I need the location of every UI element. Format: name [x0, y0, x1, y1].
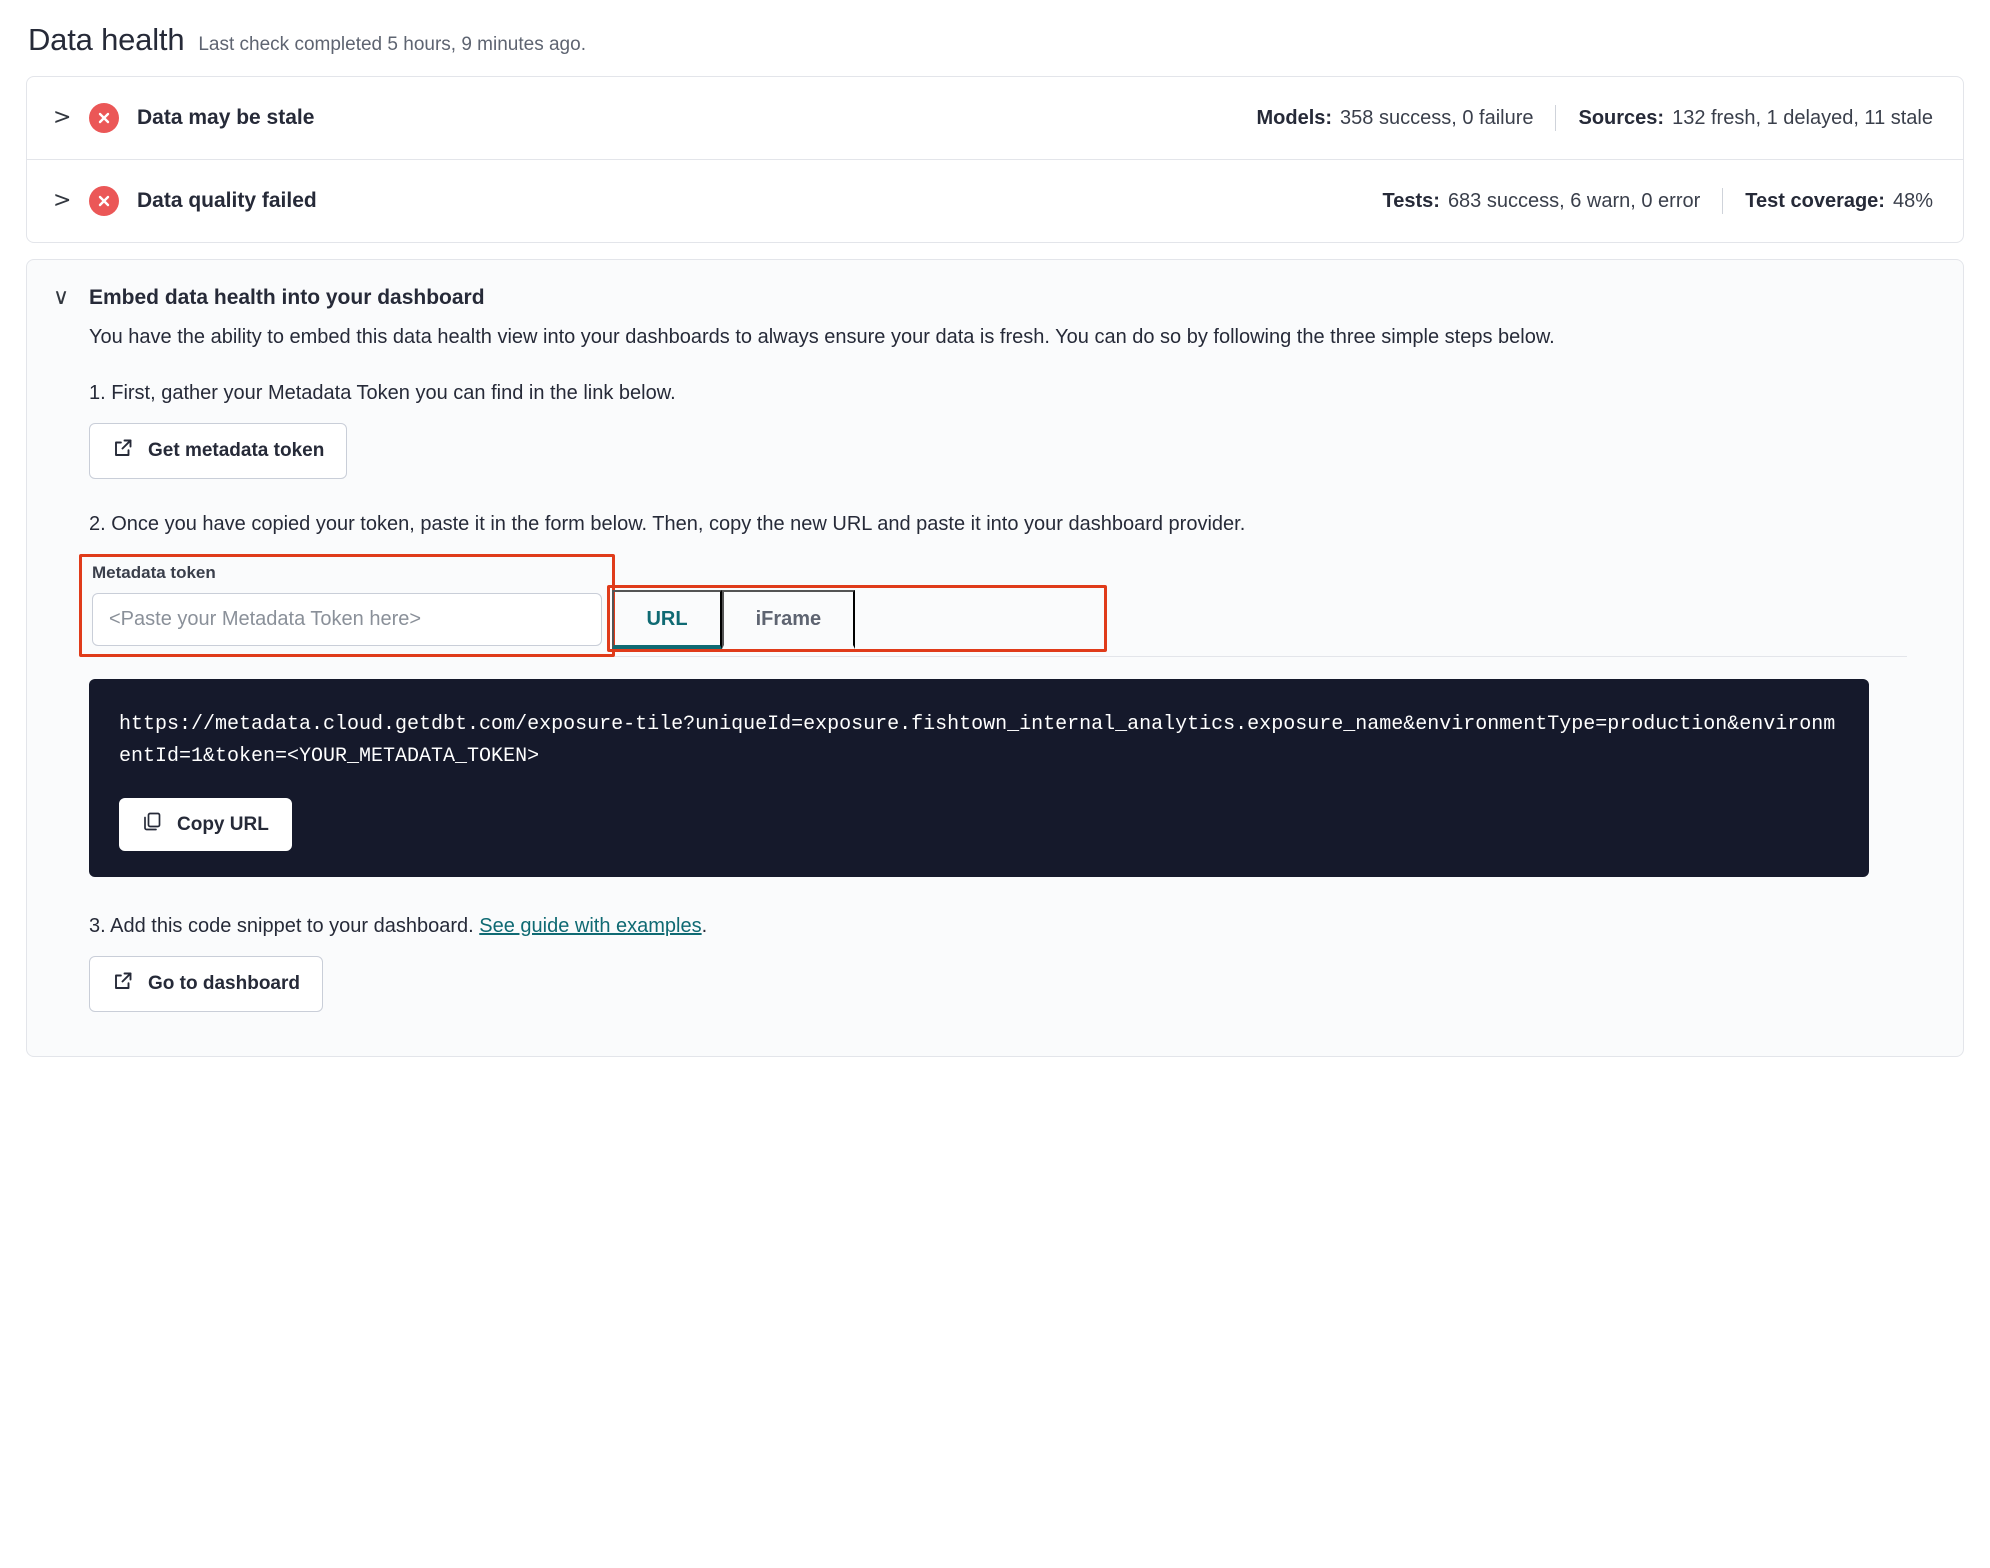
- go-to-dashboard-button[interactable]: [89, 956, 323, 1012]
- metadata-token-label: Metadata token: [92, 563, 216, 582]
- models-stat-value: 358 success, 0 failure: [1340, 106, 1534, 129]
- page-title: Data health: [28, 22, 185, 57]
- go-to-dashboard-label: Go to dashboard: [148, 973, 300, 995]
- sources-stat-label: Sources:: [1578, 106, 1665, 129]
- metadata-token-annotation-box: [79, 554, 615, 657]
- accordion-stats: [1256, 105, 1933, 131]
- embed-code-block: [89, 679, 1869, 877]
- step-2-text: 2. Once you have copied your token, paste it in the form below. Then, copy the new URL and paste it into your dashboard provider.: [89, 513, 1246, 535]
- metadata-token-input[interactable]: [92, 593, 602, 646]
- copy-url-button[interactable]: [119, 798, 292, 851]
- get-metadata-token-button[interactable]: [89, 423, 347, 479]
- data-health-summary-panel: [26, 76, 1964, 243]
- embed-format-tabs-annotation-box: [607, 585, 1107, 652]
- embed-url-snippet: https://metadata.cloud.getdbt.com/exposure-tile?uniqueId=exposure.fishtown_internal_analytics.exposure_name&environmentType=production&environmentId=1&token=<YOUR_METADATA_TOKEN>: [119, 713, 1836, 768]
- copy-url-label: Copy URL: [177, 813, 269, 835]
- chevron-right-icon[interactable]: >: [53, 188, 72, 213]
- test-coverage-value: 48%: [1892, 189, 1933, 212]
- tests-stat-label: Tests:: [1382, 189, 1440, 212]
- step-1-text: 1. First, gather your Metadata Token you can find in the link below.: [89, 382, 676, 404]
- accordion-title: Data may be stale: [137, 106, 315, 129]
- error-status-icon: [89, 186, 119, 216]
- spacer: [89, 479, 1933, 513]
- copy-icon: [142, 811, 163, 838]
- embed-format-tabs: [612, 590, 1102, 649]
- embed-data-health-panel: [26, 259, 1964, 1057]
- embed-panel-body: [53, 310, 1933, 1012]
- accordion-row-data-may-be-stale[interactable]: [27, 77, 1963, 159]
- error-status-icon: [89, 103, 119, 133]
- tests-stat-value: 683 success, 6 warn, 0 error: [1447, 189, 1701, 212]
- chevron-down-icon[interactable]: ∨: [53, 285, 70, 310]
- external-link-icon: [112, 437, 134, 465]
- embed-panel-header[interactable]: [53, 286, 1933, 310]
- accordion-title: Data quality failed: [137, 189, 317, 212]
- see-guide-link[interactable]: See guide with examples: [479, 915, 702, 938]
- step-3-text: [89, 915, 1933, 938]
- external-link-icon: [112, 970, 134, 998]
- stat-divider: [1555, 105, 1556, 131]
- step-3-suffix: .: [701, 915, 708, 938]
- accordion-stats: [1383, 188, 1933, 214]
- accordion-row-data-quality-failed[interactable]: [27, 159, 1963, 242]
- embed-panel-title: Embed data health into your dashboard: [89, 286, 485, 309]
- get-metadata-token-label: Get metadata token: [148, 440, 325, 461]
- stat-divider: [1722, 188, 1723, 214]
- page-header: [26, 18, 1964, 76]
- last-check-status: Last check completed 5 hours, 9 minutes ago.: [198, 34, 586, 55]
- models-stat-label: Models:: [1256, 106, 1333, 129]
- tab-url[interactable]: URL: [612, 590, 721, 649]
- test-coverage-label: Test coverage:: [1745, 189, 1885, 212]
- step-3-prefix: 3. Add this code snippet to your dashboard.: [89, 915, 480, 938]
- tab-iframe[interactable]: iFrame: [722, 590, 856, 649]
- sources-stat-value: 132 fresh, 1 delayed, 11 stale: [1672, 106, 1933, 129]
- chevron-right-icon[interactable]: >: [53, 105, 72, 130]
- embed-description: You have the ability to embed this data health view into your dashboards to always ensure your data is fresh. You can do so by following the three simple steps below.: [89, 326, 1555, 348]
